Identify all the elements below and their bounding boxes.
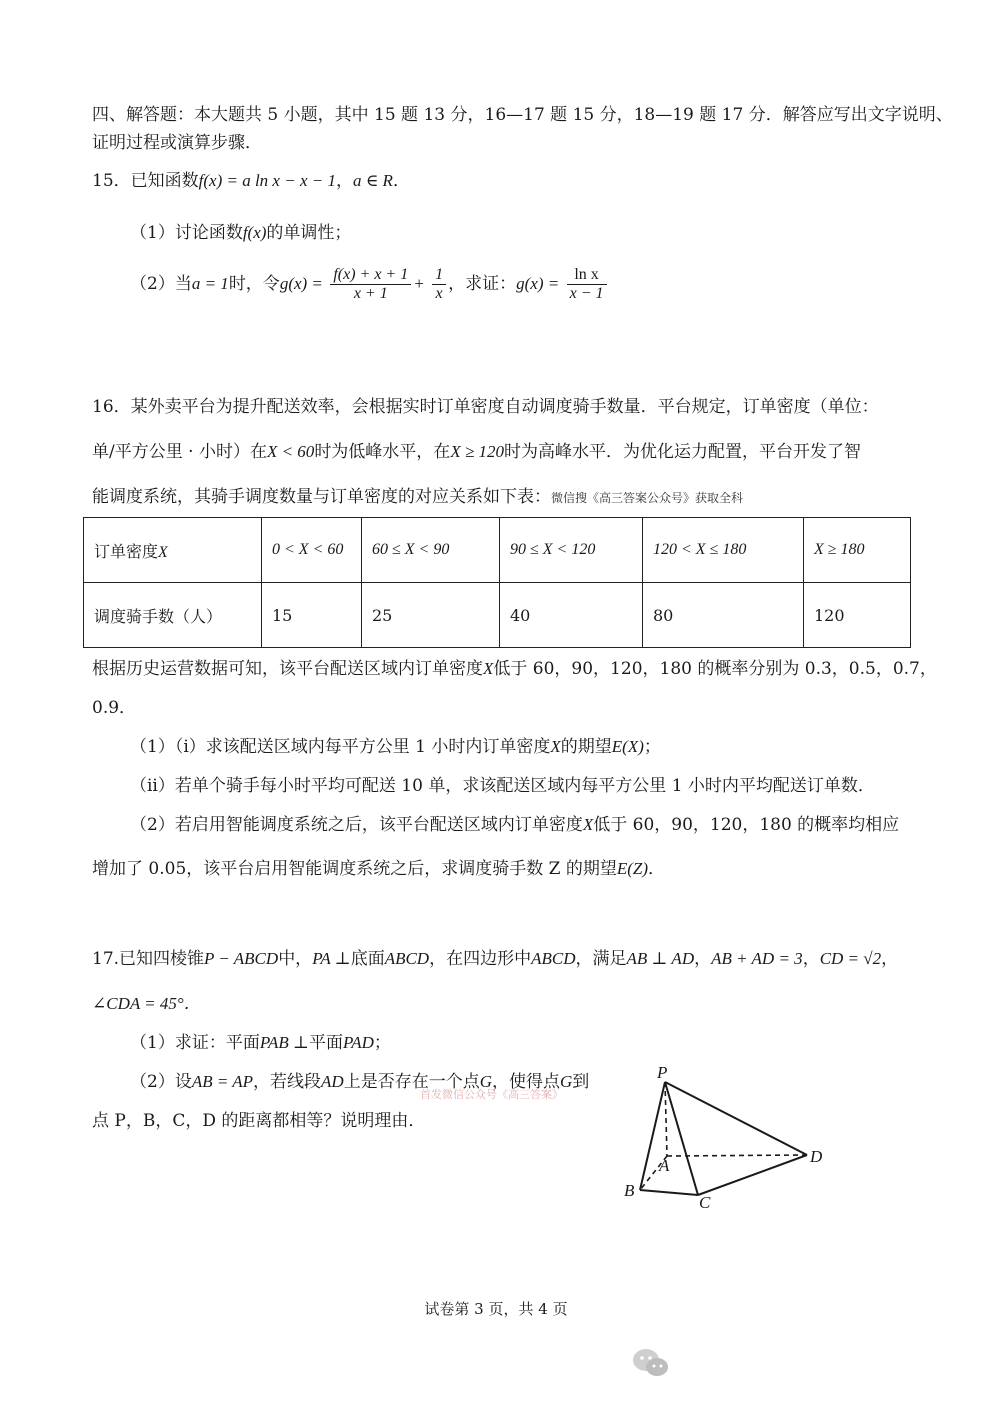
edge-cd bbox=[698, 1155, 807, 1195]
edge-pc bbox=[665, 1082, 698, 1195]
table-cell: 80 bbox=[643, 583, 804, 648]
q16-part1-i: （1）（i）求该配送区域内每平方公里 1 小时内订单密度X的期望E(X)； bbox=[130, 737, 661, 757]
page-footer: 试卷第 3 页，共 4 页 bbox=[424, 1300, 568, 1318]
table-cell: 120 bbox=[804, 583, 911, 648]
q15-fraction-2: $\frac{1}{x}$ bbox=[432, 266, 446, 303]
q16-line1: 16．某外卖平台为提升配送效率，会根据实时订单密度自动调度骑手数量．平台规定，订单密度（单位： bbox=[92, 397, 879, 417]
faint-watermark: 首发微信公众号《高三答案》 bbox=[420, 1088, 563, 1101]
q16-after-line1: 根据历史运营数据可知，该平台配送区域内订单密度X低于 60，90，120，180 的概率分别为 0.3，0.5，0.7， bbox=[92, 659, 937, 679]
table-cell: 25 bbox=[362, 583, 500, 648]
q15-part1: （1）讨论函数f(x)的单调性； bbox=[130, 223, 352, 243]
table-cell: X ≥ 180 bbox=[804, 518, 911, 583]
q17-line1: 17.已知四棱锥P − ABCD中，PA ⊥底面ABCD，在四边形中ABCD，满足AB ⊥ AD，AB + AD = 3，CD = √2， bbox=[92, 949, 899, 969]
q15-part2: （2）当a = 1时，令g(x) = $\frac{f(x) + x + 1}{x + 1}$ + $\frac{1}{x}$ ，求证：g(x) = $\frac{\text{ln x}}{x - 1}$ bbox=[130, 264, 609, 304]
edge-pd bbox=[665, 1082, 807, 1155]
label-b: B bbox=[624, 1181, 635, 1200]
table-cell: 15 bbox=[262, 583, 362, 648]
q17-part1: （1）求证：平面PAB ⊥平面PAD； bbox=[130, 1033, 391, 1053]
section-header-line2: 证明过程或演算步骤． bbox=[92, 133, 262, 153]
q16-after-line2: 0.9． bbox=[92, 698, 137, 718]
q15-stem: 15．已知函数f(x) = a ln x − x − 1，a ∈ R． bbox=[92, 171, 410, 191]
q15-fraction-1: $\frac{f(x) + x + 1}{x + 1}$ bbox=[330, 266, 411, 303]
q17-line2: ∠CDA = 45°． bbox=[92, 994, 201, 1013]
q15-fraction-3: $\frac{\text{ln x}}{x - 1}$ bbox=[567, 266, 607, 303]
q16-part2: （2）若启用智能调度系统之后，该平台配送区域内订单密度X低于 60，90，120，180 的概率均相应 bbox=[130, 815, 900, 835]
q17-part2-line2: 点 P，B，C，D 的距离都相等？说明理由． bbox=[92, 1111, 426, 1131]
table-cell: 90 ≤ X < 120 bbox=[500, 518, 643, 583]
watermark-text: 微信搜《高三答案公众号》获取全科 bbox=[551, 491, 744, 505]
table-header-cell: 订单密度X bbox=[84, 518, 262, 583]
q16-line3: 能调度系统，其骑手调度数量与订单密度的对应关系如下表：微信搜《高三答案公众号》获取全科 bbox=[92, 487, 744, 507]
q16-line2: 单/平方公里 · 小时）在X < 60时为低峰水平，在X ≥ 120时为高峰水平．为优化运力配置，平台开发了智 bbox=[92, 442, 862, 462]
table-cell: 0 < X < 60 bbox=[262, 518, 362, 583]
table-cell: 120 < X ≤ 180 bbox=[643, 518, 804, 583]
edge-bc bbox=[640, 1190, 698, 1195]
table-cell: 40 bbox=[500, 583, 643, 648]
edge-ad bbox=[667, 1155, 807, 1156]
table-row bbox=[84, 583, 911, 648]
label-p: P bbox=[657, 1063, 668, 1082]
table-row bbox=[84, 518, 911, 583]
section-header-line1: 四、解答题：本大题共 5 小题，其中 15 题 13 分，16—17 题 15 分，18—19 题 17 分．解答应写出文字说明、 bbox=[92, 105, 953, 125]
wechat-icon bbox=[630, 1346, 672, 1380]
q16-part2-line2: 增加了 0.05，该平台启用智能调度系统之后，求调度骑手数 Z 的期望E(Z)． bbox=[92, 859, 666, 879]
q17-part2: （2）设AB = AP，若线段AD上是否存在一个点G，使得点G到 bbox=[130, 1072, 590, 1092]
q16-part1-ii: （ii）若单个骑手每小时平均可配送 10 单，求该配送区域内每平方公里 1 小时内平均配送订单数． bbox=[130, 776, 875, 796]
label-a: A bbox=[659, 1156, 670, 1175]
table-cell: 60 ≤ X < 90 bbox=[362, 518, 500, 583]
rider-dispatch-table bbox=[83, 517, 911, 648]
table-header-cell: 调度骑手数（人） bbox=[84, 583, 262, 648]
label-d: D bbox=[810, 1147, 823, 1166]
edge-pa bbox=[665, 1082, 667, 1156]
label-c: C bbox=[699, 1193, 711, 1212]
pyramid-figure bbox=[615, 1062, 835, 1212]
